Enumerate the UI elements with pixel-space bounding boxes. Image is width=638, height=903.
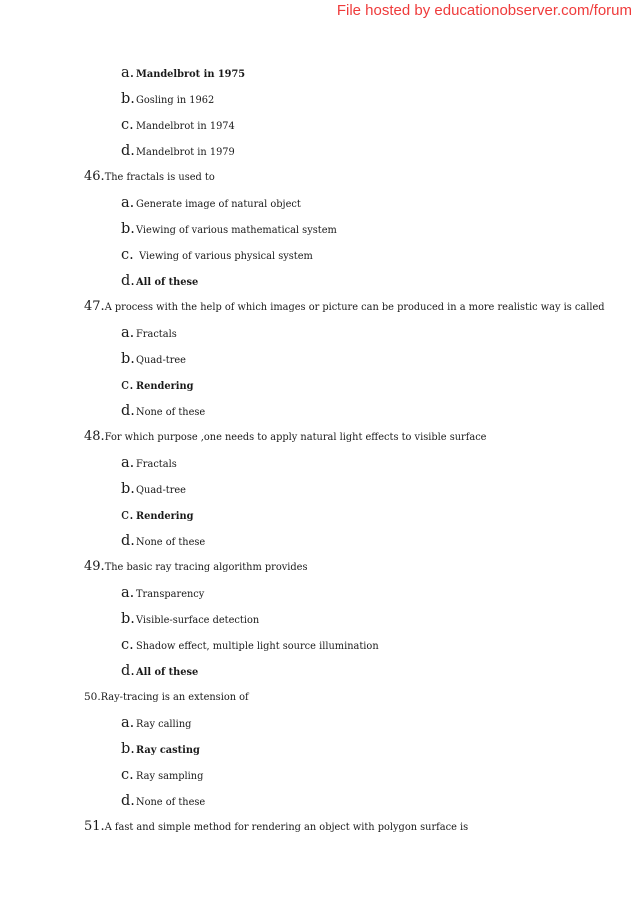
question-text: The basic ray tracing algorithm provides: [104, 562, 308, 573]
option-letter: c.: [121, 637, 134, 653]
correct-answer-text: Ray casting: [136, 745, 200, 756]
answer-option: [0, 242, 638, 268]
answer-option: [0, 320, 638, 346]
answer-option: [0, 736, 638, 762]
question-number: 49.: [84, 559, 105, 574]
answer-option: [0, 216, 638, 242]
option-text: Transparency: [136, 589, 205, 600]
option-letter: c.: [121, 507, 134, 523]
option-letter: a.: [121, 195, 135, 211]
question-number: 48.: [84, 429, 105, 444]
option-text: None of these: [136, 797, 206, 808]
question: [0, 294, 638, 320]
answer-option: [0, 138, 638, 164]
answer-option: [0, 60, 638, 86]
option-letter: a.: [121, 65, 135, 81]
option-letter: c.: [121, 117, 134, 133]
correct-answer-text: All of these: [136, 667, 199, 678]
option-text: Quad-tree: [136, 485, 186, 496]
option-letter: d.: [121, 273, 135, 289]
question: [0, 684, 638, 710]
answer-option: [0, 346, 638, 372]
option-text: Ray sampling: [136, 771, 204, 782]
option-text: Fractals: [136, 329, 177, 340]
option-letter: d.: [121, 793, 135, 809]
answer-option: [0, 502, 638, 528]
option-letter: c.: [121, 247, 134, 263]
question-number: 50.: [84, 691, 101, 703]
question-number: 51.: [84, 819, 105, 834]
option-text: Quad-tree: [136, 355, 186, 366]
option-text: Fractals: [136, 459, 177, 470]
option-letter: d.: [121, 533, 135, 549]
question: [0, 164, 638, 190]
option-text: Gosling in 1962: [136, 95, 215, 106]
question-text: A process with the help of which images or picture can be produced in a more realistic way is called: [104, 302, 605, 313]
option-letter: b.: [121, 351, 135, 367]
option-letter: b.: [121, 91, 135, 107]
answer-option: [0, 398, 638, 424]
option-letter: b.: [121, 611, 135, 627]
answer-option: [0, 606, 638, 632]
option-text: Visible-surface detection: [136, 615, 260, 626]
answer-option: [0, 658, 638, 684]
question-number: 47.: [84, 299, 105, 314]
question-text: Ray-tracing is an extension of: [100, 692, 249, 703]
option-letter: b.: [121, 481, 135, 497]
option-text: Ray calling: [136, 719, 192, 730]
answer-option: [0, 112, 638, 138]
answer-option: [0, 528, 638, 554]
watermark-text: File hosted by educationobserver.com/forum: [336, 2, 632, 19]
option-text: Viewing of various mathematical system: [136, 225, 337, 236]
option-letter: d.: [121, 143, 135, 159]
question-number: 46.: [84, 169, 105, 184]
question-text: A fast and simple method for rendering an object with polygon surface is: [104, 822, 469, 833]
option-text: None of these: [136, 407, 206, 418]
answer-option: [0, 450, 638, 476]
answer-option: [0, 580, 638, 606]
option-letter: a.: [121, 715, 135, 731]
answer-option: [0, 710, 638, 736]
answer-option: [0, 476, 638, 502]
option-text: Shadow effect, multiple light source illumination: [136, 641, 379, 652]
option-text: Mandelbrot in 1974: [136, 121, 235, 132]
option-text: None of these: [136, 537, 206, 548]
question: [0, 424, 638, 450]
question: [0, 814, 638, 840]
option-letter: d.: [121, 403, 135, 419]
answer-option: [0, 762, 638, 788]
option-text: Viewing of various physical system: [136, 251, 313, 262]
option-letter: b.: [121, 221, 135, 237]
correct-answer-text: Rendering: [136, 381, 194, 392]
answer-option: [0, 86, 638, 112]
option-letter: b.: [121, 741, 135, 757]
option-letter: c.: [121, 377, 134, 393]
answer-option: [0, 190, 638, 216]
question: [0, 554, 638, 580]
correct-answer-text: Mandelbrot in 1975: [136, 69, 246, 80]
correct-answer-text: All of these: [136, 277, 199, 288]
question-text: The fractals is used to: [104, 172, 215, 183]
option-text: Generate image of natural object: [136, 199, 301, 210]
answer-option: [0, 268, 638, 294]
correct-answer-text: Rendering: [136, 511, 194, 522]
question-text: For which purpose ,one needs to apply natural light effects to visible surface: [104, 432, 487, 443]
answer-option: [0, 372, 638, 398]
option-letter: a.: [121, 325, 135, 341]
option-letter: c.: [121, 767, 134, 783]
option-letter: d.: [121, 663, 135, 679]
option-letter: a.: [121, 585, 135, 601]
option-letter: a.: [121, 455, 135, 471]
option-text: Mandelbrot in 1979: [136, 147, 235, 158]
document-body: [0, 60, 638, 840]
answer-option: [0, 788, 638, 814]
answer-option: [0, 632, 638, 658]
